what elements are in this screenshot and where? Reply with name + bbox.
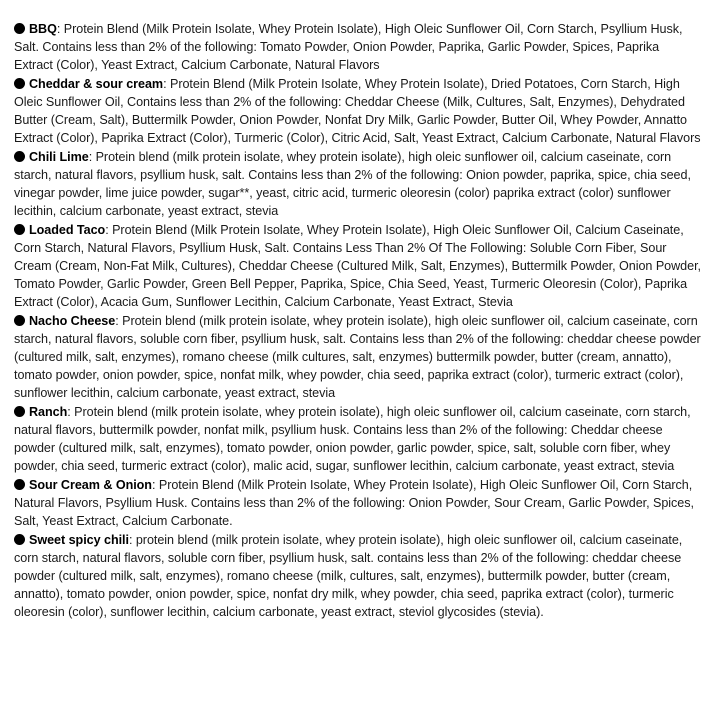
flavor-name: Sour Cream & Onion: [29, 478, 152, 492]
bullet-icon: [14, 406, 25, 417]
bullet-icon: [14, 479, 25, 490]
bullet-icon: [14, 23, 25, 34]
ingredient-text: : Protein Blend (Milk Protein Isolate, Whey Protein Isolate), High Oleic Sunflower Oil, Corn Starch, Natural Flavors, Psyllium Husk. Contains less than 2% of the following: Onion Powder, Sour Cream, Garlic Powder, Spices, Salt, Yeast Extract, Calcium Carbonate.: [14, 478, 694, 528]
flavor-name: Chili Lime: [29, 150, 89, 164]
flavor-name: Ranch: [29, 405, 68, 419]
flavor-name: Loaded Taco: [29, 223, 106, 237]
list-item-bbq: [14, 20, 701, 74]
bullet-icon: [14, 534, 25, 545]
list-item-chili-lime: [14, 148, 701, 220]
list-item-sour-cream-onion: [14, 476, 701, 530]
bullet-icon: [14, 224, 25, 235]
bullet-icon: [14, 315, 25, 326]
flavor-name: Cheddar & sour cream: [29, 77, 164, 91]
ingredient-text: : Protein Blend (Milk Protein Isolate, Whey Protein Isolate), High Oleic Sunflower Oil, Corn Starch, Psyllium Husk, Salt. Contains less than 2% of the following: Tomato Powder, Onion Powder, Paprika, Garlic Powder, Spices, Paprika Extract (Color), Yeast Extract, Calcium Carbonate, Natural Flavors: [14, 22, 683, 72]
ingredient-text: : Protein Blend (Milk Protein Isolate, Whey Protein Isolate), High Oleic Sunflower Oil, Calcium Caseinate, Corn Starch, Natural Flavors, Psyllium Husk, Salt. Contains Less Than 2% Of The Following: Soluble Corn Fiber, Sour Cream (Cream, Non-Fat Milk, Cultures), Cheddar Cheese (Cultured Milk, Salt, Enzymes), Buttermilk Powder, Onion Powder, Tomato Powder, Garlic Powder, Green Bell Pepper, Paprika, Spice, Chia Seed, Yeast, Turmeric Oleoresin (Color), Paprika Extract (Color), Acacia Gum, Sunflower Lecithin, Calcium Carbonate, Yeast Extract, Stevia: [14, 223, 701, 309]
flavor-ingredient-list: [14, 20, 701, 621]
flavor-name: Nacho Cheese: [29, 314, 116, 328]
ingredient-text: : protein blend (milk protein isolate, whey protein isolate), high oleic sunflower oil, calcium caseinate, corn starch, natural flavors, soluble corn fiber, psyllium husk, salt. contains less than 2% of the following: cheddar cheese powder (cultured milk, salt, enzymes), romano cheese (milk, cultures, salt, enzymes), buttermilk powder, butter (cream, annatto), tomato powder, onion powder, spice, nonfat dry milk, whey powder, chia seed, paprika extract (color), turmeric oleoresin (color), sunflower lecithin, calcium carbonate, yeast extract, steviol glycosides (stevia).: [14, 533, 683, 619]
ingredient-text: : Protein blend (milk protein isolate, whey protein isolate), high oleic sunflower oil, calcium caseinate, corn starch, natural flavors, soluble corn fiber, psyllium husk, salt. Contains less than 2% of the following: cheddar cheese powder (cultured milk, salt, enzymes), romano cheese (milk cultures, salt, enzymes) buttermilk powder, butter (cream, annatto), tomato powder, onion powder, spice, nonfat milk, whey powder, chia seed, paprika extract (color), turmeric extract (color), sunflower lecithin, calcium carbonate, yeast extract, stevia: [14, 314, 701, 400]
flavor-name: Sweet spicy chili: [29, 533, 129, 547]
list-item-cheddar-sour-cream: [14, 75, 701, 147]
list-item-sweet-spicy-chili: [14, 531, 701, 621]
list-item-loaded-taco: [14, 221, 701, 311]
ingredient-text: : Protein blend (milk protein isolate, whey protein isolate), high oleic sunflower oil, calcium caseinate, corn starch, natural flavors, psyllium husk, salt. Contains less than 2% of the following: Onion powder, paprika, spice, chia seed, vinegar powder, lime juice powder, sugar**, yeast, citric acid, turmeric oleoresin (color) paprika extract (color) sunflower lecithin, calcium carbonate, yeast extract, stevia: [14, 150, 691, 218]
list-item-nacho-cheese: [14, 312, 701, 402]
bullet-icon: [14, 151, 25, 162]
ingredient-text: : Protein Blend (Milk Protein Isolate, Whey Protein Isolate), Dried Potatoes, Corn Starch, High Oleic Sunflower Oil, Contains less than 2% of the following: Cheddar Cheese (Milk, Cultures, Salt, Enzymes), Dehydrated Butter (Cream, Salt), Buttermilk Powder, Onion Powder, Nonfat Dry Milk, Garlic Powder, Butter Oil, Whey Powder, Annatto Extract (Color), Paprika Extract (Color), Turmeric (Color), Citric Acid, Salt, Yeast Extract, Calcium Carbonate, Natural Flavors: [14, 77, 701, 145]
bullet-icon: [14, 78, 25, 89]
flavor-name: BBQ: [29, 22, 57, 36]
ingredient-text: : Protein blend (milk protein isolate, whey protein isolate), high oleic sunflower oil, calcium caseinate, corn starch, natural flavors, buttermilk powder, nonfat milk, psyllium husk. Contains less than 2% of the following: Cheddar cheese powder (cultured milk, salt, enzymes), tomato powder, onion powder, garlic powder, spice, salt, soluble corn fiber, whey powder, chia seed, turmeric extract (color), malic acid, sugar, sunflower lecithin, calcium carbonate, yeast extract, stevia: [14, 405, 691, 473]
list-item-ranch: [14, 403, 701, 475]
